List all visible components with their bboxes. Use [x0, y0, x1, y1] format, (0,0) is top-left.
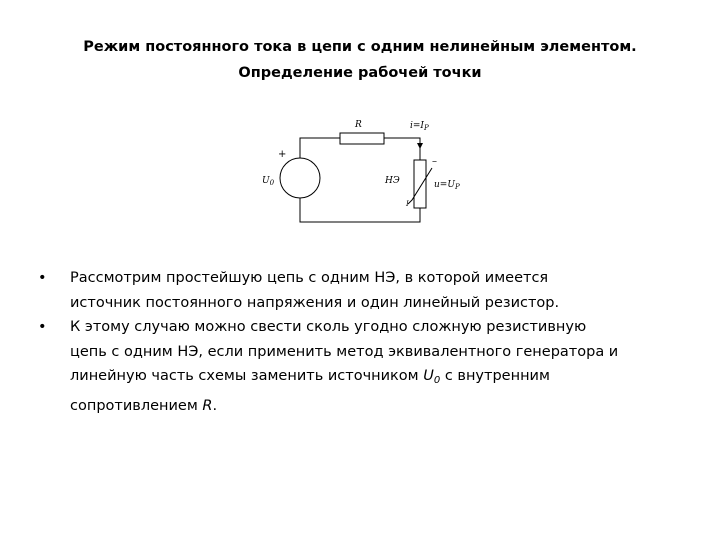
wire-top-right [384, 138, 420, 160]
bullet-1-line-2: источник постоянного напряжения и один линейный резистор. [70, 294, 560, 311]
wire-bottom [300, 198, 420, 222]
wire-top-left [300, 138, 340, 158]
plus-sign: + [278, 149, 287, 160]
title-line-2: Определение рабочей точки [238, 65, 482, 81]
bullet-2-line-2: цепь с одним НЭ, если применить метод эквивалентного генератора и [70, 343, 619, 360]
source-label: $U_0$ [262, 176, 275, 187]
voltage-label: $u=U_P$ [434, 180, 460, 191]
bullet-list [38, 266, 688, 418]
bullet-1-line-1: Рассмотрим простейшую цепь с одним НЭ, в которой имеется [70, 270, 549, 286]
bullet-item-1 [38, 266, 688, 315]
bullet-2-line-3: линейную часть схемы заменить источником $U_0$ с внутренним [70, 368, 550, 386]
bullet-dot: • [38, 319, 47, 335]
current-arrow-icon [417, 143, 423, 149]
voltage-source [280, 158, 320, 198]
bullet-2-line-1: К этому случаю можно свести сколь угодно сложную резистивную [70, 319, 587, 335]
bullet-dot: • [38, 270, 47, 286]
ne-label: НЭ [385, 176, 400, 186]
resistor-label: R [355, 120, 362, 130]
small-mark: I [406, 200, 409, 208]
current-label: $i=I_P$ [410, 121, 429, 132]
title-line-1: Режим постоянного тока в цепи с одним нелинейным элементом. [83, 39, 637, 55]
resistor-r [340, 133, 384, 144]
bullet-item-2 [38, 315, 688, 418]
nonlinear-element [414, 160, 426, 208]
bullet-2-line-4: сопротивлением R. [70, 397, 218, 414]
minus-sign: – [432, 156, 437, 167]
